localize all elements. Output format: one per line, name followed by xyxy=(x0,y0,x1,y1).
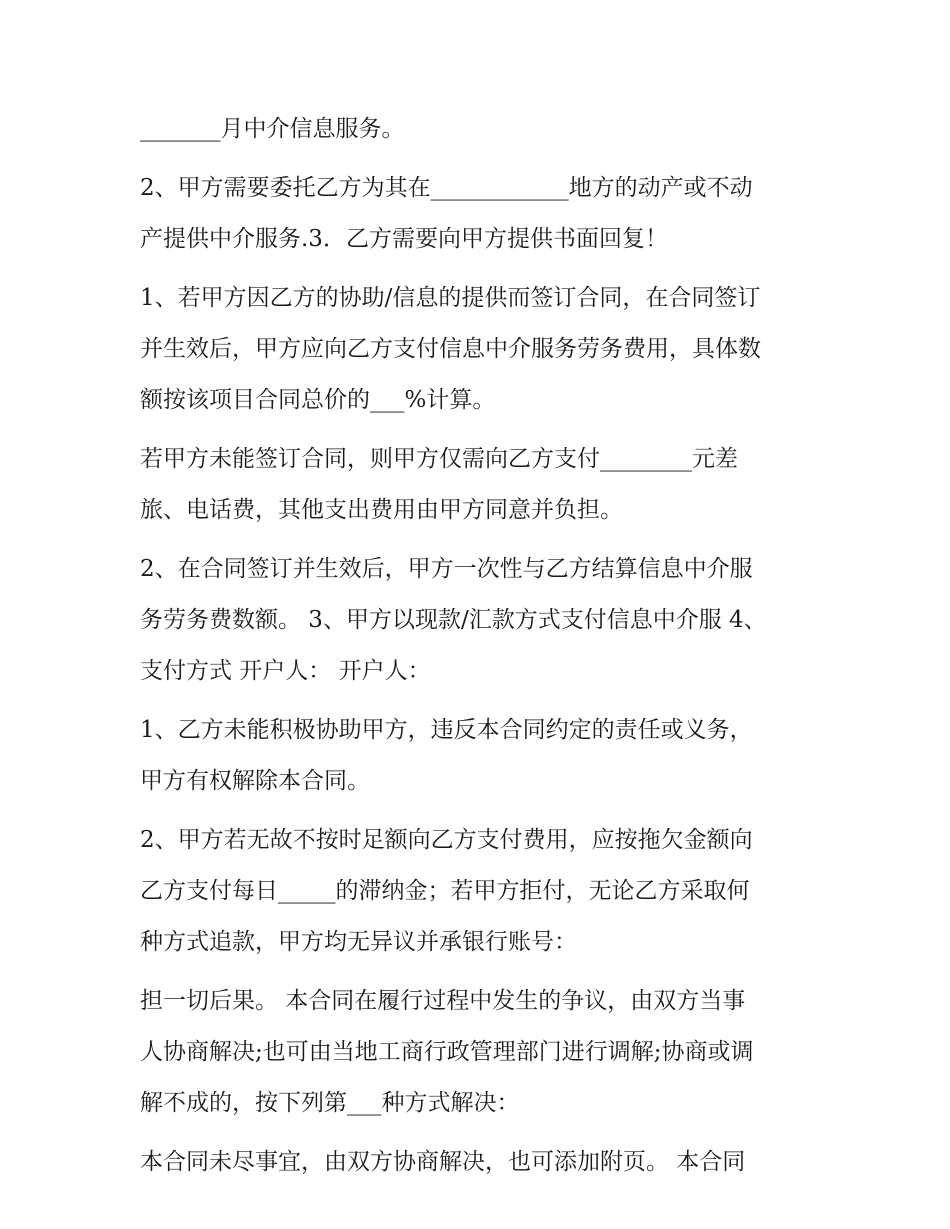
text-line: 支付方式 开户人： 开户人： xyxy=(140,658,431,684)
text-line: 本合同未尽事宜，由双方协商解决，也可添加附页。 本合同 xyxy=(140,1149,746,1175)
paragraph xyxy=(140,980,830,1133)
text-line: 2、在合同签订并生效后，甲方一次性与乙方结算信息中介服 xyxy=(140,556,753,582)
text-line: 2、甲方需要委托乙方为其在____________地方的动产或不动 xyxy=(140,175,753,201)
text-line: 1、乙方未能积极协助甲方，违反本合同约定的责任或义务， xyxy=(140,717,753,743)
text-line: 乙方支付每日_____的滞纳金；若甲方拒付，无论乙方采取何 xyxy=(140,878,750,904)
text-line: 并生效后，甲方应向乙方支付信息中介服务劳务费用，具体数 xyxy=(140,336,761,362)
paragraph xyxy=(140,1141,830,1192)
text-line: 额按该项目合同总价的___%计算。 xyxy=(140,387,496,413)
text-line: 若甲方未能签订合同，则甲方仅需向乙方支付________元差 xyxy=(140,446,738,472)
paragraph xyxy=(140,167,830,269)
paragraph xyxy=(140,709,830,811)
text-line: 产提供中介服务.3．乙方需要向甲方提供书面回复！ xyxy=(140,226,668,252)
text-line: 旅、电话费，其他支出费用由甲方同意并负担。 xyxy=(140,497,623,523)
paragraph xyxy=(140,819,830,972)
text-line: 担一切后果。 本合同在履行过程中发生的争议，由双方当事 xyxy=(140,988,746,1014)
paragraph xyxy=(140,548,830,701)
paragraph xyxy=(140,108,830,159)
text-line: _______月中介信息服务。 xyxy=(140,116,405,142)
text-line: 人协商解决;也可由当地工商行政管理部门进行调解;协商或调 xyxy=(140,1039,754,1065)
text-line: 务劳务费数额。 3、甲方以现款/汇款方式支付信息中介服 4、 xyxy=(140,607,767,633)
text-line: 解不成的，按下列第___种方式解决： xyxy=(140,1090,520,1116)
text-line: 2、甲方若无故不按时足额向乙方支付费用，应按拖欠金额向 xyxy=(140,827,753,853)
document-body xyxy=(140,108,830,1200)
paragraph xyxy=(140,277,830,430)
paragraph xyxy=(140,438,830,540)
text-line: 种方式追款，甲方均无异议并承银行账号： xyxy=(140,929,577,955)
text-line: 1、若甲方因乙方的协助/信息的提供而签订合同，在合同签订 xyxy=(140,285,761,311)
text-line: 甲方有权解除本合同。 xyxy=(140,768,370,794)
